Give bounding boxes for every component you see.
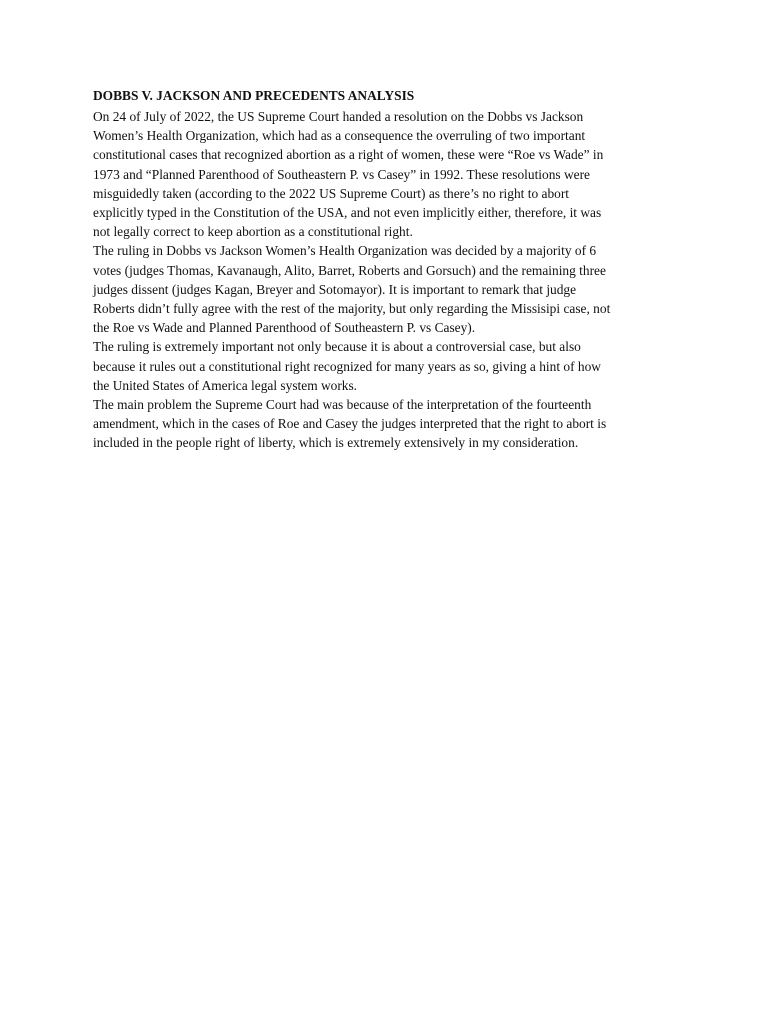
paragraph-line: The ruling is extremely important not only because it is about a controversial case, but also xyxy=(93,339,581,355)
document-title: DOBBS V. JACKSON AND PRECEDENTS ANALYSIS xyxy=(93,88,415,103)
paragraph-2 xyxy=(93,241,683,337)
document-page xyxy=(93,86,683,453)
paragraph-line: The main problem the Supreme Court had was because of the interpretation of the fourteenth xyxy=(93,397,592,413)
paragraph-1 xyxy=(93,107,683,241)
paragraph-line: explicitly typed in the Constitution of the USA, and not even implicitly either, therefore, it was xyxy=(93,205,602,221)
paragraph-line: the United States of America legal system works. xyxy=(93,377,358,393)
paragraph-line: the Roe vs Wade and Planned Parenthood of Southeastern P. vs Casey). xyxy=(93,320,476,336)
paragraph-line: Women’s Health Organization, which had as a consequence the overruling of two important xyxy=(93,128,586,144)
paragraph-line: amendment, which in the cases of Roe and Casey the judges interpreted that the right to abort is xyxy=(93,416,607,432)
paragraph-line: misguidedly taken (according to the 2022 US Supreme Court) as there’s no right to abort xyxy=(93,185,570,201)
paragraph-line: judges dissent (judges Kagan, Breyer and Sotomayor). It is important to remark that judge xyxy=(93,281,577,297)
paragraph-4 xyxy=(93,395,683,453)
paragraph-line: The ruling in Dobbs vs Jackson Women’s Health Organization was decided by a majority of 6 xyxy=(93,243,597,259)
paragraph-line: included in the people right of liberty, which is extremely extensively in my consideration. xyxy=(93,435,579,451)
paragraph-line: On 24 of July of 2022, the US Supreme Court handed a resolution on the Dobbs vs Jackson xyxy=(93,109,584,124)
paragraph-line: 1973 and “Planned Parenthood of Southeastern P. vs Casey” in 1992. These resolutions were xyxy=(93,166,590,182)
paragraph-line: not legally correct to keep abortion as a constitutional right. xyxy=(93,224,413,240)
paragraph-line: because it rules out a constitutional right recognized for many years as so, giving a hint of how xyxy=(93,358,601,374)
paragraph-3 xyxy=(93,337,683,395)
paragraph-line: Roberts didn’t fully agree with the rest of the majority, but only regarding the Missisipi case, not xyxy=(93,301,611,317)
paragraph-line: constitutional cases that recognized abortion as a right of women, these were “Roe vs Wade” in xyxy=(93,147,604,163)
paragraph-line: votes (judges Thomas, Kavanaugh, Alito, Barret, Roberts and Gorsuch) and the remaining three xyxy=(93,262,606,278)
